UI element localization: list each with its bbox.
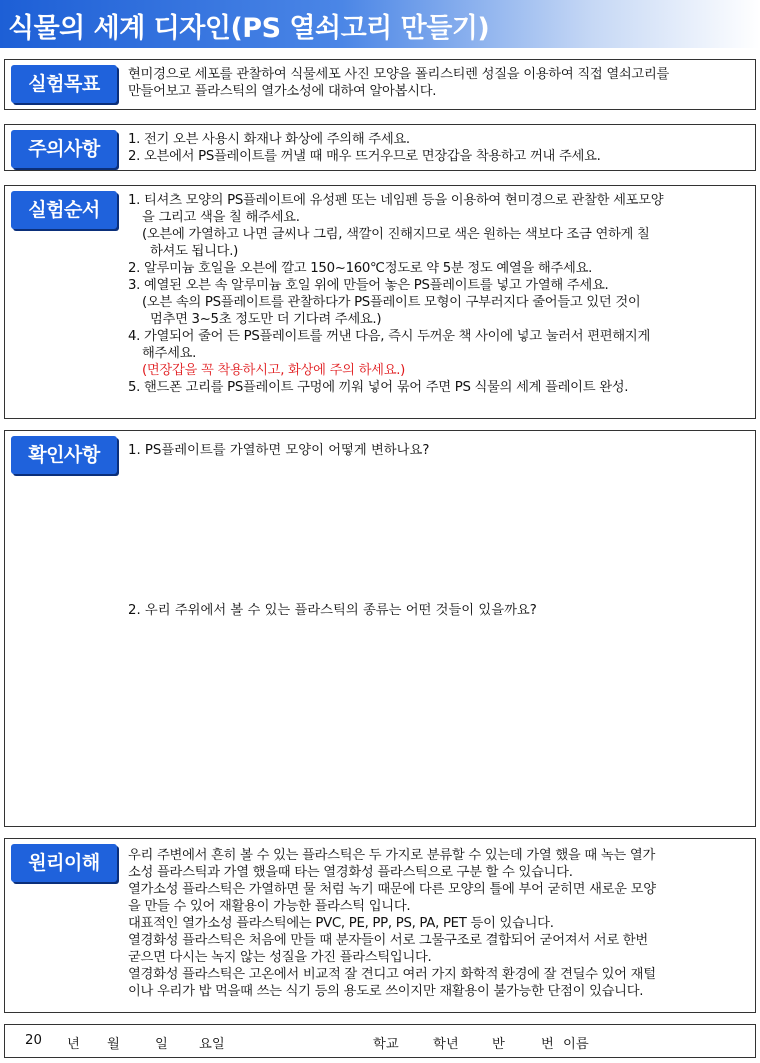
footer-day: 일	[155, 1037, 168, 1052]
principle-line: 열경화성 플라스틱은 처음에 만들 때 분자들이 서로 그물구조로 결합되어 굳어져서 서로 한번	[128, 933, 648, 948]
procedure-note-cont: 하셔도 됩니다.)	[150, 244, 239, 259]
caution-section	[4, 124, 756, 171]
goal-line: 만들어보고 플라스틱의 열가소성에 대하여 알아봅시다.	[128, 84, 437, 99]
title-banner	[0, 0, 760, 48]
student-info-footer	[4, 1024, 756, 1058]
principle-line: 이나 우리가 밥 먹을때 쓰는 식기 등의 용도로 쓰이지만 재활용이 불가능한 단점이 있습니다.	[128, 984, 644, 999]
procedure-step: 2. 알루미늄 호일을 오븐에 깔고 150~160℃정도로 약 5분 정도 예열을 해주세요.	[128, 261, 593, 276]
principle-line: 우리 주변에서 흔히 볼 수 있는 플라스틱은 두 가지로 분류할 수 있는데 가열 했을 때 녹는 열가	[128, 848, 655, 863]
principle-badge: 원리이해	[11, 844, 117, 882]
footer-year-prefix: 20	[25, 1033, 42, 1048]
procedure-step: 3. 예열된 오븐 속 알루미늄 호일 위에 만들어 놓은 PS플레이트를 넣고 가열해 주세요.	[128, 278, 609, 293]
goal-section	[4, 59, 756, 110]
goal-line: 현미경으로 세포를 관찰하여 식물세포 사진 모양을 폴리스티렌 성질을 이용하여 직접 열쇠고리를	[128, 67, 670, 82]
goal-badge: 실험목표	[11, 65, 117, 103]
footer-grade: 학년	[433, 1037, 459, 1052]
footer-name: 이름	[563, 1037, 589, 1052]
caution-content	[128, 131, 749, 165]
principle-content	[128, 847, 749, 1000]
procedure-note-cont: 멈추면 3~5초 정도만 더 기다려 주세요.)	[150, 312, 382, 327]
check-question-1: 1. PS플레이트를 가열하면 모양이 어떻게 변하나요?	[128, 443, 430, 458]
procedure-warning: (면장갑을 꼭 착용하시고, 화상에 주의 하세요.)	[142, 363, 406, 378]
principle-section	[4, 838, 756, 1013]
check-badge: 확인사항	[11, 436, 117, 474]
principle-line: 소성 플라스틱과 가열 했을때 타는 열경화성 플라스틱으로 구분 할 수 있습니다.	[128, 865, 573, 880]
principle-line: 굳으면 다시는 녹지 않는 성질을 가진 플라스틱입니다.	[128, 950, 432, 965]
caution-line: 1. 전기 오븐 사용시 화재나 화상에 주의해 주세요.	[128, 132, 410, 147]
procedure-step: 4. 가열되어 줄어 든 PS플레이트를 꺼낸 다음, 즉시 두꺼운 책 사이에 넣고 눌러서 편편해지게	[128, 329, 650, 344]
procedure-step: 5. 핸드폰 고리를 PS플레이트 구멍에 끼워 넣어 묶어 주면 PS 식물의 세계 플레이트 완성.	[128, 380, 629, 395]
principle-line: 열가소성 플라스틱은 가열하면 물 처럼 녹기 때문에 다른 모양의 틀에 부어 굳히면 새로운 모양	[128, 882, 656, 897]
procedure-content	[128, 192, 749, 396]
procedure-badge: 실험순서	[11, 191, 117, 229]
procedure-section	[4, 185, 756, 419]
procedure-note: (오븐 속의 PS플레이트를 관찰하다가 PS플레이트 모형이 구부러지다 줄어들고 있던 것이	[142, 295, 641, 310]
procedure-step-cont: 해주세요.	[142, 346, 197, 361]
footer-year: 년	[67, 1037, 80, 1052]
check-section	[4, 430, 756, 827]
procedure-note: (오븐에 가열하고 나면 글씨나 그림, 색깔이 진해지므로 색은 원하는 색보다 조금 연하게 칠	[142, 227, 650, 242]
caution-badge: 주의사항	[11, 130, 117, 168]
page-title: 식물의 세계 디자인(PS 열쇠고리 만들기)	[8, 13, 490, 44]
goal-content	[128, 66, 749, 100]
principle-line: 을 만들 수 있어 재활용이 가능한 플라스틱 입니다.	[128, 899, 411, 914]
principle-line: 대표적인 열가소성 플라스틱에는 PVC, PE, PP, PS, PA, PET 등이 있습니다.	[128, 916, 554, 931]
footer-number: 번	[541, 1037, 554, 1052]
footer-weekday: 요일	[199, 1037, 225, 1052]
footer-month: 월	[107, 1037, 120, 1052]
procedure-step: 1. 티셔츠 모양의 PS플레이트에 유성펜 또는 네임펜 등을 이용하여 현미경으로 관찰한 세포모양	[128, 193, 664, 208]
caution-line: 2. 오븐에서 PS플레이트를 꺼낼 때 매우 뜨거우므로 면장갑을 착용하고 꺼내 주세요.	[128, 149, 601, 164]
footer-class: 반	[492, 1037, 505, 1052]
principle-line: 열경화성 플라스틱은 고온에서 비교적 잘 견디고 여러 가지 화학적 환경에 잘 견딜수 있어 재털	[128, 967, 656, 982]
procedure-step-cont: 을 그리고 색을 칠 해주세요.	[142, 210, 300, 225]
check-question-2: 2. 우리 주위에서 볼 수 있는 플라스틱의 종류는 어떤 것들이 있을까요?	[128, 603, 537, 618]
footer-school: 학교	[373, 1037, 399, 1052]
